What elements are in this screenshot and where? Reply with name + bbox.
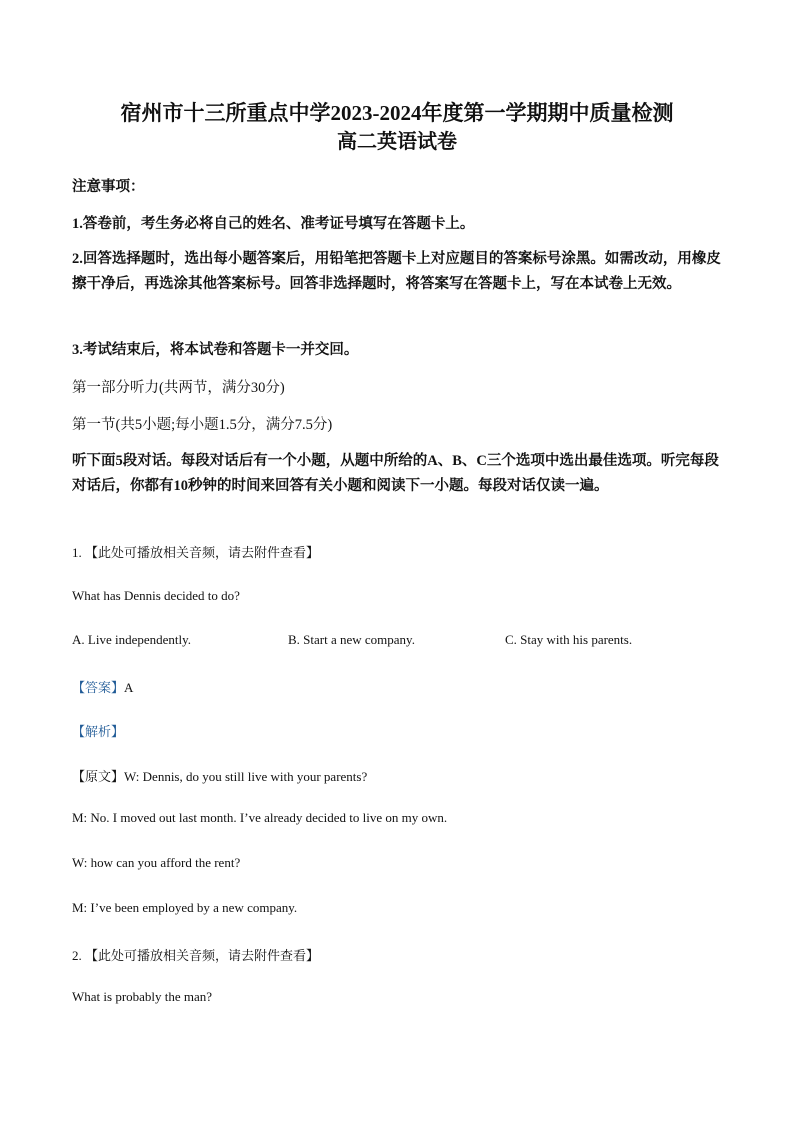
transcript-label: 【原文】 [72,769,125,784]
notice-item-2: 2.回答选择题时，选出每小题答案后，用铅笔把答题卡上对应题目的答案标号涂黑。如需改动，用橡皮擦干净后，再选涂其他答案标号。回答非选择题时，将答案写在答题卡上，写在本试卷上无效。 [72,251,721,292]
transcript-line-1 [72,766,367,785]
notice-item-3: 3.考试结束后，将本试卷和答题卡一并交回。 [72,342,359,358]
audio-note-2[interactable]: 2. 【此处可播放相关音频，请去附件查看】 [72,948,320,963]
listening-instructions: 听下面5段对话。每段对话后有一个小题，从题中所给的A、B、C三个选项中选出最佳选项。听完每段对话后，你都有10秒钟的时间来回答有关小题和阅读下一小题。每段对话仅读一遍。 [72,453,719,494]
question-1-prompt: What has Dennis decided to do? [72,588,240,603]
part-heading: 第一部分听力(共两节，满分30分) [72,380,285,396]
transcript-line-2: M: No. I moved out last month. I’ve already decided to live on my own. [72,810,448,825]
answer-line [72,677,133,696]
question-1-option-b: B. Start a new company. [288,632,415,647]
question-1-option-c: C. Stay with his parents. [505,632,633,647]
transcript-line-4: M: I’ve been employed by a new company. [72,900,298,915]
question-1-option-a: A. Live independently. [72,632,192,647]
document-subtitle: 高二英语试卷 [337,131,457,153]
notice-item-1: 1.答卷前，考生务必将自己的姓名、准考证号填写在答题卡上。 [72,216,475,232]
notice-heading: 注意事项： [72,179,145,195]
audio-note-1[interactable]: 1. 【此处可播放相关音频，请去附件查看】 [72,545,320,560]
transcript-text: W: Dennis, do you still live with your parents? [124,769,368,784]
transcript-line-3: W: how can you afford the rent? [72,855,241,870]
analysis-label: 【解析】 [72,724,125,739]
answer-value: A [124,680,134,695]
question-2-prompt: What is probably the man? [72,989,213,1004]
document-title: 宿州市十三所重点中学2023-2024年度第一学期期中质量检测 [120,101,674,125]
answer-label: 【答案】 [72,680,125,695]
subpart-heading: 第一节(共5小题;每小题1.5分，满分7.5分) [72,417,333,433]
